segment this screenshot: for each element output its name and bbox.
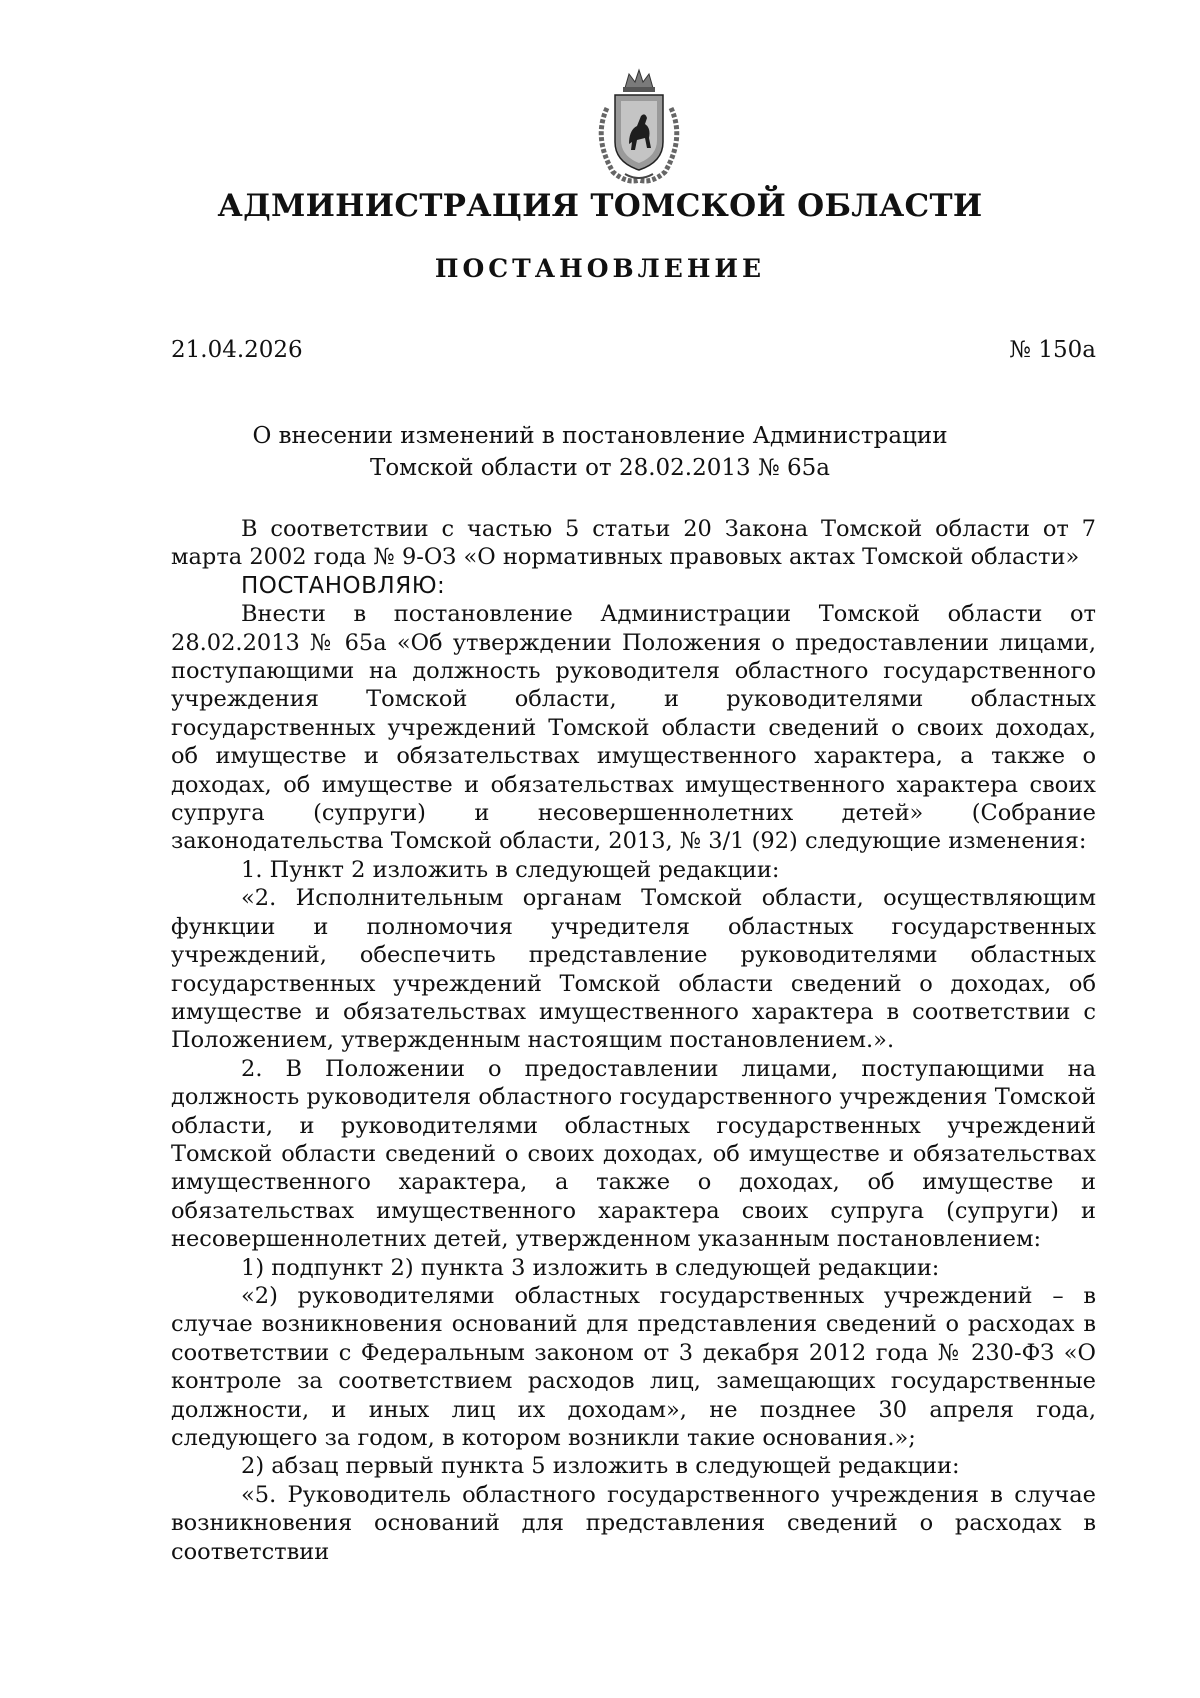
document-date: 21.04.2026 (171, 337, 303, 363)
document-subject (0, 420, 1200, 484)
organization-title: АДМИНИСТРАЦИЯ ТОМСКОЙ ОБЛАСТИ (217, 188, 983, 224)
decree-word: ПОСТАНОВЛЯЮ: (241, 572, 446, 599)
intro-paragraph: Внести в постановление Администрации Томской области от 28.02.2013 № 65а «Об утверждении Положения о предоставлении лицами, поступающими на должность руководителя областного государственного учреждения Томской области, и руководителями областных государственных учреждений Томской области сведений о своих доходах, об имуществе и обязательствах имущественного характера, а также о доходах, об имуществе и обязательствах имущественного характера своих супруга (супруги) и несовершеннолетних детей» (Собрание законодательства Томской области, 2013, № 3/1 (92) следующие изменения: (171, 601, 1096, 855)
subitem-1-heading: 1) подпункт 2) пункта 3 изложить в следующей редакции: (241, 1254, 940, 1281)
document-number: № 150а (1009, 337, 1096, 363)
item-1-heading: 1. Пункт 2 изложить в следующей редакции: (241, 856, 780, 883)
item-2-paragraph: 2. В Положении о предоставлении лицами, поступающими на должность руководителя областного государственного учреждения Томской области, и руководителями областных государственных учреждений Томской области сведений о своих доходах, об имуществе и обязательствах имущественного характера, а также о доходах, об имуществе и обязательствах имущественного характера своих супруга (супруги) и несовершеннолетних детей, утвержденном указанным постановлением: (171, 1055, 1096, 1253)
coat-of-arms-emblem (585, 68, 693, 188)
document-body (171, 515, 1096, 1566)
subitem-2-text: «5. Руководитель областного государственного учреждения в случае возникновения оснований для представления сведений о расходах в соответствии (171, 1481, 1096, 1565)
item-1-text: «2. Исполнительным органам Томской области, осуществляющим функции и полномочия учредителя областных государственных учреждений, обеспечить представление руководителями областных государственных учреждений Томской области сведений о доходах, об имуществе и обязательствах имущественного характера в соответствии с Положением, утвержденным настоящим постановлением.». (171, 885, 1096, 1054)
subject-line-1: О внесении изменений в постановление Администрации (252, 423, 948, 449)
preamble-paragraph: В соответствии с частью 5 статьи 20 Закона Томской области от 7 марта 2002 года № 9-ОЗ «О нормативных правовых актах Томской области» (171, 516, 1096, 571)
subitem-1-text: «2) руководителями областных государственных учреждений – в случае возникновения оснований для представления сведений о расходах в соответствии с Федеральным законом от 3 декабря 2012 года № 230-ФЗ «О контроле за соответствием расходов лиц, замещающих государственные должности, и иных лиц их доходам», не позднее 30 апреля года, следующего за годом, в котором возникли такие основания.»; (171, 1282, 1096, 1451)
subitem-2-heading: 2) абзац первый пункта 5 изложить в следующей редакции: (241, 1453, 960, 1480)
subject-line-2: Томской области от 28.02.2013 № 65а (369, 455, 831, 481)
document-type-heading: ПОСТАНОВЛЕНИЕ (434, 254, 766, 283)
